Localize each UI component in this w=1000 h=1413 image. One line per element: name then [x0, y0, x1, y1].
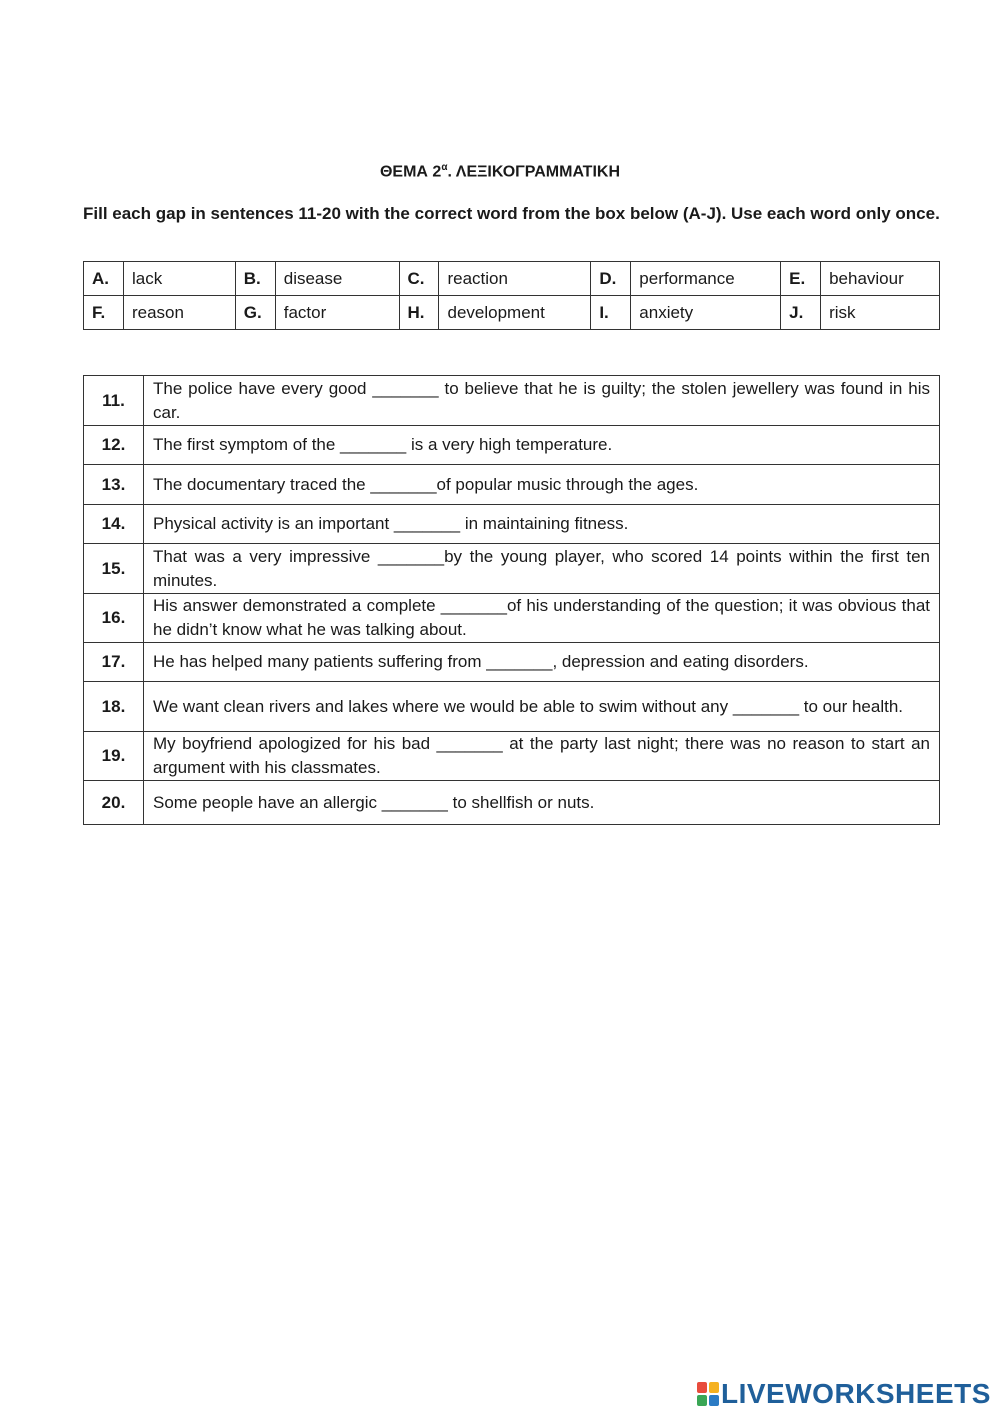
word-letter: E.	[781, 262, 821, 296]
word-letter: D.	[591, 262, 631, 296]
question-number: 12.	[84, 426, 144, 465]
question-row	[84, 426, 940, 465]
question-number: 20.	[84, 781, 144, 825]
question-number: 18.	[84, 682, 144, 732]
word-letter: B.	[235, 262, 275, 296]
word-option: factor	[275, 296, 399, 330]
word-option: reason	[123, 296, 235, 330]
instructions: Fill each gap in sentences 11-20 with the correct word from the box below (A-J). Use each word only once.	[83, 204, 940, 223]
question-row	[84, 505, 940, 544]
logo-icon	[697, 1382, 719, 1406]
word-option: anxiety	[631, 296, 781, 330]
logo-text: LIVEWORKSHEETS	[721, 1378, 991, 1409]
question-sentence[interactable]: The documentary traced the _______of popular music through the ages.	[144, 465, 940, 505]
question-number: 14.	[84, 505, 144, 544]
question-row	[84, 376, 940, 426]
word-letter: G.	[235, 296, 275, 330]
title-main: ΘΕΜΑ 2	[379, 163, 442, 181]
word-box	[83, 261, 940, 330]
question-sentence[interactable]: Some people have an allergic _______ to shellfish or nuts.	[144, 781, 940, 825]
word-letter: J.	[781, 296, 821, 330]
questions-table	[83, 375, 940, 825]
question-sentence[interactable]: He has helped many patients suffering from _______, depression and eating disorders.	[144, 643, 940, 682]
question-row	[84, 465, 940, 505]
word-letter: H.	[399, 296, 439, 330]
word-letter: C.	[399, 262, 439, 296]
question-row	[84, 682, 940, 732]
title-superscript: α	[441, 162, 448, 173]
question-sentence[interactable]: The police have every good _______ to believe that he is guilty; the stolen jewellery was found in his car.	[144, 376, 940, 426]
word-letter: I.	[591, 296, 631, 330]
question-sentence[interactable]: Physical activity is an important _______ in maintaining fitness.	[144, 505, 940, 544]
page-title	[0, 162, 1000, 181]
word-option: performance	[631, 262, 781, 296]
question-row	[84, 732, 940, 781]
word-box-row	[84, 262, 940, 296]
question-number: 15.	[84, 544, 144, 594]
question-row	[84, 594, 940, 643]
question-row	[84, 544, 940, 594]
question-sentence[interactable]: We want clean rivers and lakes where we would be able to swim without any _______ to our health.	[144, 682, 940, 732]
word-option: reaction	[439, 262, 591, 296]
word-option: lack	[123, 262, 235, 296]
word-option: disease	[275, 262, 399, 296]
question-sentence[interactable]: My boyfriend apologized for his bad _______ at the party last night; there was no reason to start an argument with his classmates.	[144, 732, 940, 781]
word-option: development	[439, 296, 591, 330]
question-number: 17.	[84, 643, 144, 682]
question-row	[84, 781, 940, 825]
word-box-row	[84, 296, 940, 330]
word-letter: F.	[84, 296, 124, 330]
word-option: behaviour	[821, 262, 940, 296]
question-number: 13.	[84, 465, 144, 505]
title-rest: . ΛΕΞΙΚΟΓΡΑΜΜΑΤΙΚΗ	[447, 163, 620, 181]
question-number: 19.	[84, 732, 144, 781]
question-number: 16.	[84, 594, 144, 643]
question-sentence[interactable]: That was a very impressive _______by the young player, who scored 14 points within the first ten minutes.	[144, 544, 940, 594]
liveworksheets-logo	[697, 1377, 991, 1411]
question-row	[84, 643, 940, 682]
question-sentence[interactable]: His answer demonstrated a complete _______of his understanding of the question; it was obvious that he didn’t know what he was talking about.	[144, 594, 940, 643]
question-sentence[interactable]: The first symptom of the _______ is a very high temperature.	[144, 426, 940, 465]
word-letter: A.	[84, 262, 124, 296]
word-option: risk	[821, 296, 940, 330]
question-number: 11.	[84, 376, 144, 426]
